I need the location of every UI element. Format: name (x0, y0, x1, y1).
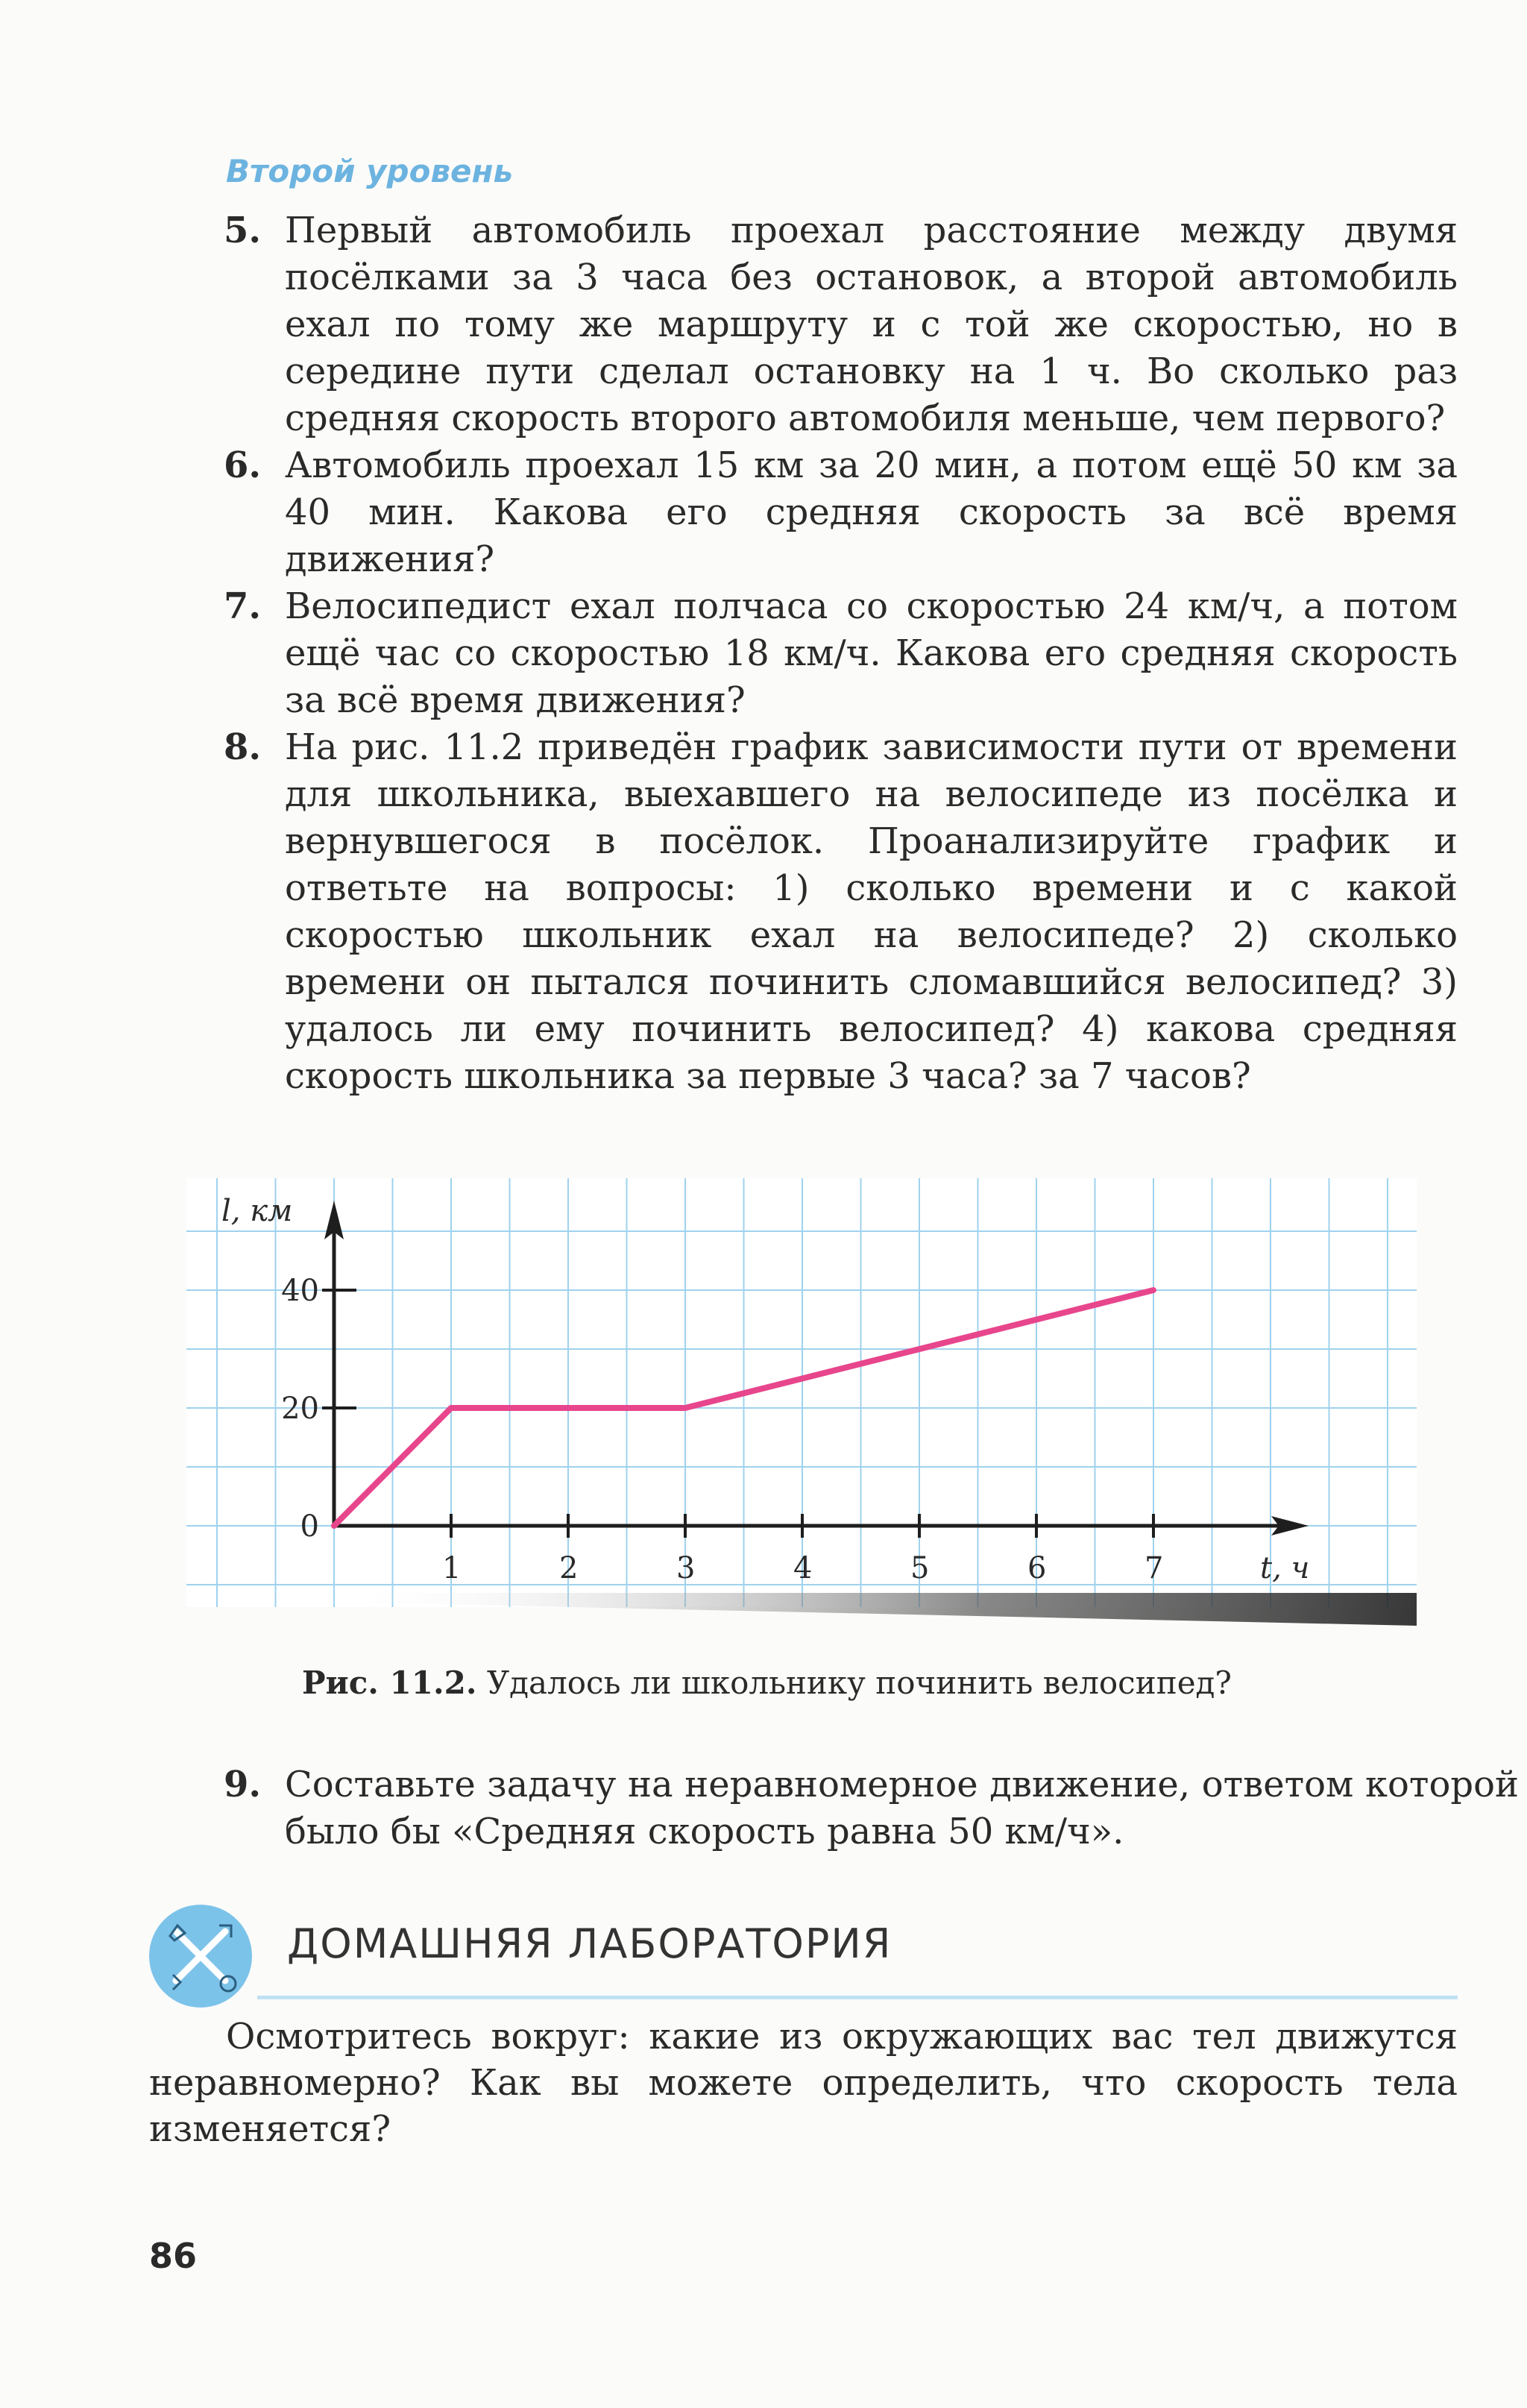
problem-number: 8. (224, 726, 262, 768)
problem-number: 5. (224, 210, 262, 251)
problem-number: 9. (224, 1764, 262, 1805)
figure-caption (302, 1664, 1232, 1701)
problem-item (224, 724, 1458, 1100)
y-tick-label: 40 (281, 1274, 319, 1308)
figure-chart (186, 1178, 1417, 1633)
problem-item (224, 207, 1458, 442)
problem-item (224, 1761, 1519, 1855)
y-tick-label: 0 (300, 1509, 319, 1544)
x-tick-label: 2 (559, 1551, 579, 1585)
x-tick-label: 7 (1145, 1551, 1164, 1585)
caption-label: Рис. 11.2. (302, 1664, 477, 1701)
problem-list (224, 207, 1458, 1100)
x-tick-label: 4 (793, 1551, 813, 1585)
x-tick-label: 1 (442, 1551, 462, 1585)
problem-number: 6. (224, 444, 262, 486)
chart-shadow (336, 1593, 1417, 1626)
x-axis-label: t, ч (1260, 1551, 1310, 1585)
home-lab-title: ДОМАШНЯЯ ЛАБОРАТОРИЯ (287, 1920, 892, 1967)
problem-item (224, 442, 1458, 583)
tools-icon (148, 1903, 254, 2009)
problem-item (224, 583, 1458, 724)
problem-text: Автомобиль проехал 15 км за 20 мин, а потом ещё 50 км за 40 мин. Какова его средняя скорость за всё время движения? (285, 444, 1458, 580)
page-number: 86 (149, 2236, 198, 2276)
x-tick-label: 6 (1027, 1551, 1047, 1585)
path-time-chart (186, 1178, 1417, 1633)
y-axis-label: l, км (221, 1194, 293, 1228)
x-tick-label: 5 (910, 1551, 930, 1585)
home-lab-text: Осмотритесь вокруг: какие из окружающих вас тел движутся неравномерно? Как вы можете определить, что скорость тела изменяется? (149, 2016, 1458, 2150)
section-level-title: Второй уровень (226, 153, 514, 189)
x-tick-label: 3 (676, 1551, 696, 1585)
y-tick-label: 20 (281, 1392, 319, 1426)
problem-text: Велосипедист ехал полчаса со скоростью 24 км/ч, а потом ещё час со скоростью 18 км/ч. Какова его средняя скорость за всё время движения? (285, 585, 1458, 721)
problem-text: Первый автомобиль проехал расстояние между двумя посёлками за 3 часа без остановок, а второй автомобиль ехал по тому же маршруту и с той же скоростью, но в середине пути сделал остановку на 1 ч. Во сколько раз средняя скорость второго автомобиля меньше, чем первого? (285, 210, 1458, 439)
caption-text: Удалось ли школьнику починить велосипед? (486, 1664, 1232, 1701)
problem-text: Составьте задачу на неравномерное движение, ответом которой было бы «Средняя скорость равна 50 км/ч». (285, 1764, 1519, 1852)
problem-number: 7. (224, 585, 262, 627)
problem-text: На рис. 11.2 приведён график зависимости пути от времени для школьника, выехавшего на велосипеде из посёлка и вернувшегося в посёлок. Проанализируйте график и ответьте на вопросы: 1) сколько времени и с какой скоростью школьник ехал на велосипеде? 2) сколько времени он пытался починить сломавшийся велосипед? 3) удалось ли ему починить велосипед? 4) какова средняя скорость школьника за первые 3 часа? за 7 часов? (285, 726, 1458, 1097)
divider (257, 1996, 1458, 1999)
